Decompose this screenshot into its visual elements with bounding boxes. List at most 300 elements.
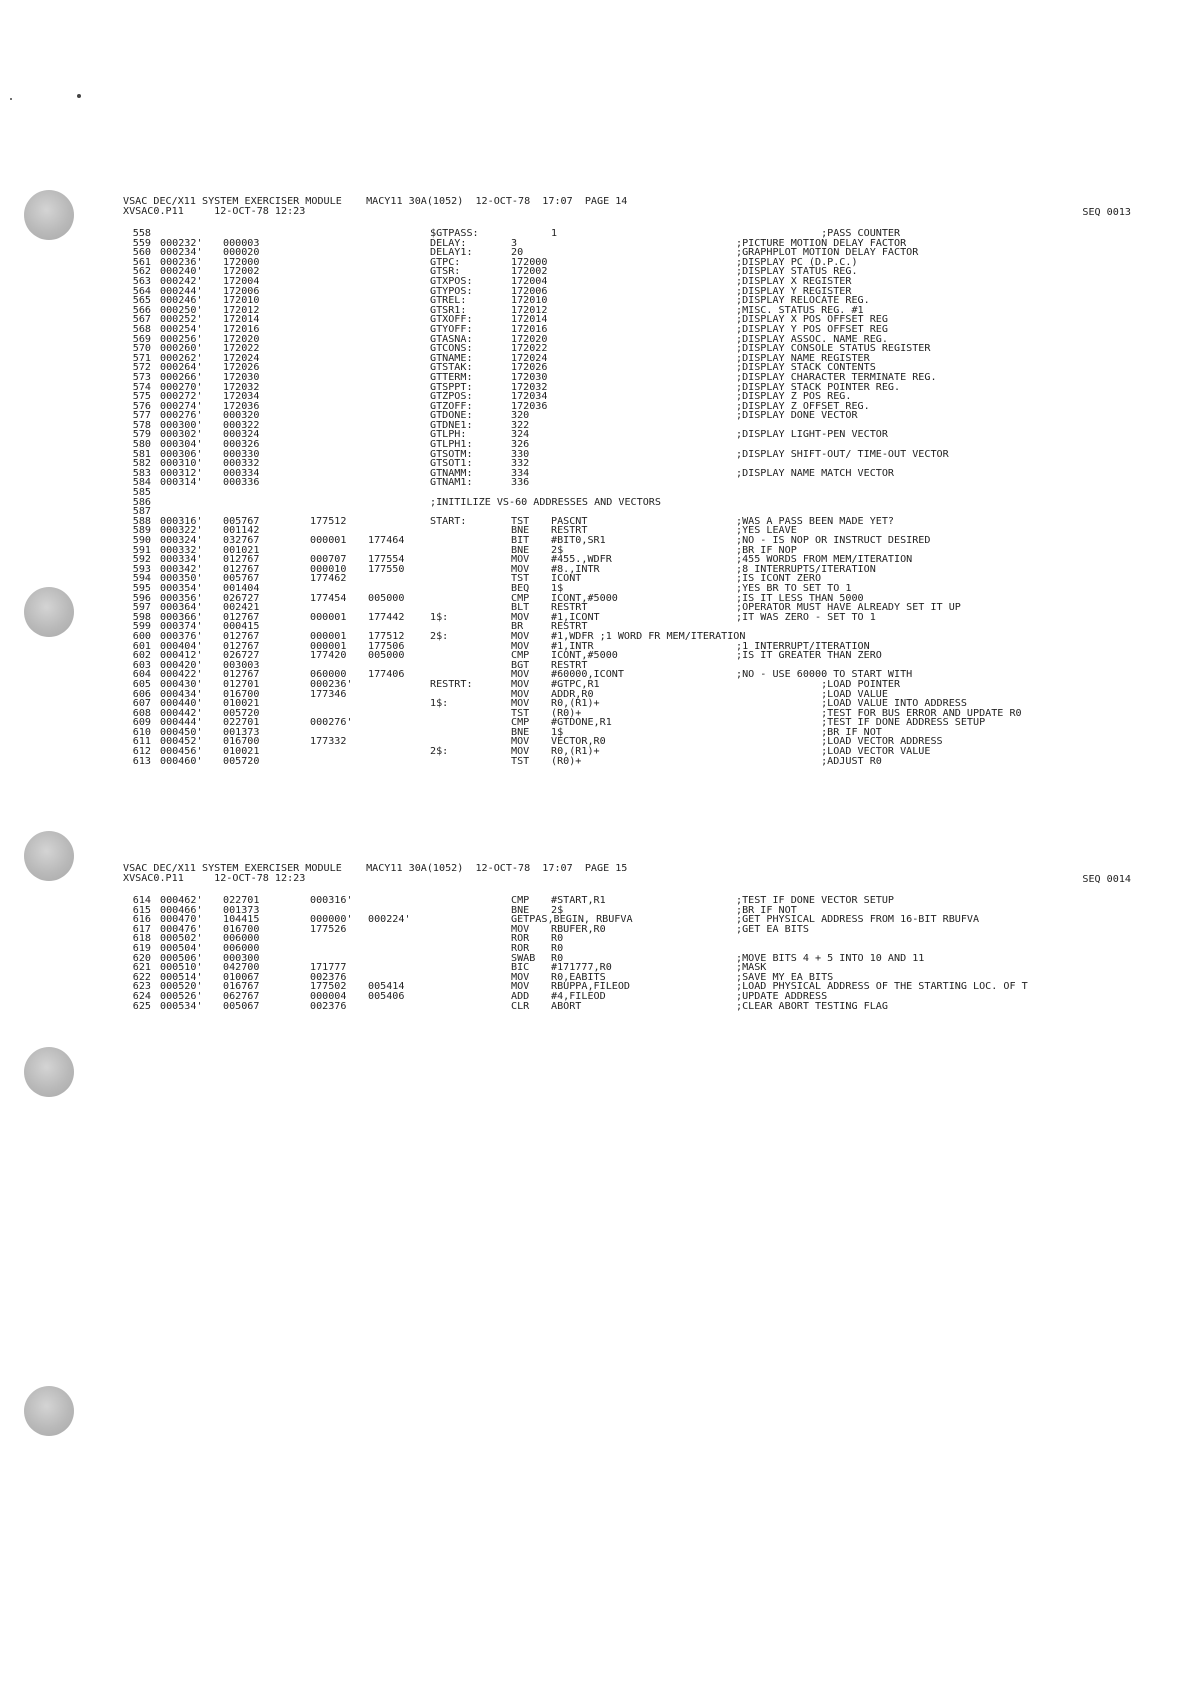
location-address: 000260' (160, 343, 203, 355)
opcode-field: CLR (511, 1000, 530, 1012)
comment-field: ;LOAD POINTER (736, 678, 901, 690)
operand-field: 1 (551, 228, 558, 239)
code-word-3: 177442 (368, 611, 405, 623)
line-number: 558 (132, 228, 151, 239)
code-word-2: 000001 (310, 535, 347, 546)
operand-field: RESTRT (551, 602, 588, 614)
listing-line (123, 690, 1123, 700)
line-number: 615 (132, 904, 151, 916)
line-number: 578 (132, 419, 151, 431)
line-number: 569 (132, 333, 151, 345)
comment-field: ;DISPLAY PC (D.P.C.) (736, 256, 858, 268)
label-field: GTNAM1: (430, 477, 473, 489)
listing-line (123, 555, 1123, 565)
listing-rows (123, 229, 1123, 766)
location-address: 000470' (160, 914, 203, 926)
code-word-2: 000316' (310, 895, 353, 906)
listing-line (123, 565, 1123, 575)
line-number: 576 (132, 400, 151, 412)
code-word-1: 012767 (223, 640, 260, 652)
listing-line (123, 925, 1123, 935)
comment-field: ;DISPLAY NAME REGISTER (736, 352, 870, 364)
label-field: GTLPH1: (430, 439, 473, 451)
opcode-field: MOV (511, 630, 530, 642)
location-address: 000450' (160, 726, 203, 738)
listing-line (123, 277, 1123, 287)
seq-number: SEQ 0014 (1082, 874, 1131, 885)
line-number: 595 (132, 582, 151, 594)
code-word-1: 172006 (223, 285, 260, 297)
listing-line (123, 229, 1123, 239)
comment-field: ;MASK (736, 962, 767, 974)
location-address: 000506' (160, 952, 203, 964)
opcode-field: 172012 (511, 304, 548, 316)
code-word-3: 177554 (368, 554, 405, 566)
code-word-1: 006000 (223, 942, 260, 954)
operand-field: #8.,INTR (551, 563, 600, 575)
location-address: 000332' (160, 544, 203, 556)
line-number: 574 (132, 381, 151, 393)
line-number: 590 (132, 535, 151, 546)
location-address: 000322' (160, 525, 203, 537)
opcode-field: 320 (511, 410, 530, 422)
line-number: 604 (132, 669, 151, 681)
code-word-1: 172034 (223, 391, 260, 403)
opcode-field: 322 (511, 419, 530, 431)
listing-line (123, 670, 1123, 680)
code-word-1: 172000 (223, 256, 260, 268)
opcode-field: CMP (511, 592, 530, 604)
location-address: 000262' (160, 352, 203, 364)
location-address: 000452' (160, 736, 203, 748)
label-field: GTNAMM: (430, 467, 473, 479)
location-address: 000266' (160, 371, 203, 383)
opcode-field: 172026 (511, 362, 548, 374)
line-number: 602 (132, 650, 151, 662)
line-number: 610 (132, 726, 151, 738)
location-address: 000526' (160, 990, 203, 1002)
line-number: 598 (132, 611, 151, 623)
listing-line (123, 315, 1123, 325)
location-address: 000476' (160, 923, 203, 935)
line-number: 582 (132, 458, 151, 470)
operand-field: RBUPPA,FILEOD (551, 981, 631, 993)
comment-field: ;LOAD PHYSICAL ADDRESS OF THE STARTING LOC. OF T (736, 981, 1028, 993)
label-field: START: (430, 515, 467, 527)
code-word-1: 012767 (223, 563, 260, 575)
code-word-1: 001373 (223, 904, 260, 916)
line-number: 618 (132, 933, 151, 945)
operand-field: #171777,R0 (551, 962, 612, 974)
code-word-1: 000336 (223, 477, 260, 489)
code-word-1: 003003 (223, 659, 260, 671)
line-number: 575 (132, 391, 151, 403)
operand-field: #BIT0,SR1 (551, 535, 606, 546)
comment-field: ;IT WAS ZERO - SET TO 1 (736, 611, 876, 623)
operand-field: #1,ICONT (551, 611, 600, 623)
label-field: GTSOT1: (430, 458, 473, 470)
operand-field: R0 (551, 952, 564, 964)
code-word-1: 172016 (223, 323, 260, 335)
line-number: 611 (132, 736, 151, 748)
opcode-field: CMP (511, 650, 530, 662)
line-number: 607 (132, 698, 151, 710)
header-file: XVSAC0.P11 12-OCT-78 12:23 (123, 873, 306, 884)
code-word-1: 001021 (223, 544, 260, 556)
line-number: 581 (132, 448, 151, 460)
listing-line (123, 411, 1123, 421)
comment-field: ;LOAD VALUE INTO ADDRESS (736, 698, 967, 710)
comment-field: ;PICTURE MOTION DELAY FACTOR (736, 237, 907, 249)
binder-hole-5 (24, 1386, 74, 1436)
code-word-1: 172024 (223, 352, 260, 364)
opcode-field: MOV (511, 640, 530, 652)
code-word-1: 172036 (223, 400, 260, 412)
comment-field: ;GRAPHPLOT MOTION DELAY FACTOR (736, 247, 919, 259)
listing-line (123, 363, 1123, 373)
operand-field: #60000,ICONT (551, 669, 624, 681)
opcode-field: MOV (511, 746, 530, 758)
line-number: 579 (132, 429, 151, 441)
code-word-2: 000276' (310, 717, 353, 729)
operand-field: 1$ (551, 726, 564, 738)
comment-field: ;GET EA BITS (736, 923, 809, 935)
operand-field: PASCNT (551, 515, 588, 527)
listing-line (123, 944, 1123, 954)
opcode-field: 20 (511, 247, 524, 259)
page-header (123, 196, 1131, 219)
opcode-field: 172016 (511, 323, 548, 335)
code-word-1: 032767 (223, 535, 260, 546)
comment-field: ;IS ICONT ZERO (736, 573, 822, 585)
line-number: 562 (132, 266, 151, 278)
listing-line (123, 642, 1123, 652)
listing-page-15 (123, 863, 1131, 1012)
code-word-2: 000001 (310, 611, 347, 623)
operand-field: #1,WDFR ;1 WORD FR MEM/ITERATION (551, 630, 746, 642)
operand-field: #GTDONE,R1 (551, 717, 612, 729)
opcode-field: MOV (511, 554, 530, 566)
location-address: 000232' (160, 237, 203, 249)
label-field: GTDNE1: (430, 419, 473, 431)
line-number: 613 (132, 755, 151, 767)
comment-field: ;DISPLAY STACK CONTENTS (736, 362, 876, 374)
code-word-1: 172012 (223, 304, 260, 316)
opcode-field: TST (511, 707, 530, 719)
code-word-2: 000001 (310, 630, 347, 642)
code-word-1: 172022 (223, 343, 260, 355)
line-number: 565 (132, 295, 151, 307)
label-field: DELAY1: (430, 247, 473, 259)
listing-line (123, 239, 1123, 249)
opcode-field: BLT (511, 602, 530, 614)
opcode-field: BR (511, 621, 524, 633)
header-title: VSAC DEC/X11 SYSTEM EXERCISER MODULE MACY11 30A(1052) 12-OCT-78 17:07 PAGE 15 (123, 863, 628, 874)
label-field: GTNAME: (430, 352, 473, 364)
opcode-field: 172022 (511, 343, 548, 355)
location-address: 000412' (160, 650, 203, 662)
header-title: VSAC DEC/X11 SYSTEM EXERCISER MODULE MACY11 30A(1052) 12-OCT-78 17:07 PAGE 14 (123, 196, 628, 207)
listing-line (123, 354, 1123, 364)
listing-line (123, 459, 1123, 469)
line-number: 572 (132, 362, 151, 374)
opcode-field: MOV (511, 678, 530, 690)
line-number: 601 (132, 640, 151, 652)
comment-field: ;DISPLAY NAME MATCH VECTOR (736, 467, 895, 479)
opcode-field: 172014 (511, 314, 548, 326)
line-number: 603 (132, 659, 151, 671)
opcode-field: MOV (511, 698, 530, 710)
listing-line (123, 325, 1123, 335)
comment-field: ;PASS COUNTER (736, 228, 901, 239)
opcode-field: MOV (511, 971, 530, 983)
location-address: 000244' (160, 285, 203, 297)
code-word-1: 005767 (223, 515, 260, 527)
comment-field: ;ADJUST R0 (736, 755, 882, 767)
comment-field: ;8 INTERRUPTS/ITERATION (736, 563, 876, 575)
code-word-1: 010021 (223, 746, 260, 758)
label-field: GTSR: (430, 266, 461, 278)
code-word-2: 000001 (310, 640, 347, 652)
listing-line (123, 737, 1123, 747)
line-number: 614 (132, 895, 151, 906)
operand-field: RBUFER,R0 (551, 923, 606, 935)
operand-field: RESTRT (551, 621, 588, 633)
listing-line (123, 392, 1123, 402)
line-number: 560 (132, 247, 151, 259)
opcode-field: 330 (511, 448, 530, 460)
line-number: 577 (132, 410, 151, 422)
code-word-1: 005067 (223, 1000, 260, 1012)
code-word-1: 026727 (223, 650, 260, 662)
opcode-field: 336 (511, 477, 530, 489)
location-address: 000356' (160, 592, 203, 604)
listing-line (123, 757, 1123, 767)
opcode-field: MOV (511, 923, 530, 935)
comment-field: ;CLEAR ABORT TESTING FLAG (736, 1000, 888, 1012)
code-word-3: 177550 (368, 563, 405, 575)
location-address: 000324' (160, 535, 203, 546)
location-address: 000456' (160, 746, 203, 758)
operand-field: ICONT (551, 573, 582, 585)
comment-field: ;LOAD VECTOR VALUE (736, 746, 931, 758)
code-word-3: 000224' (368, 914, 411, 926)
code-word-3: 177464 (368, 535, 405, 546)
listing-line (123, 478, 1123, 488)
line-number: 593 (132, 563, 151, 575)
listing-line (123, 373, 1123, 383)
location-address: 000276' (160, 410, 203, 422)
code-word-1: 172026 (223, 362, 260, 374)
code-word-1: 005720 (223, 755, 260, 767)
opcode-field: 334 (511, 467, 530, 479)
label-field: 1$: (430, 611, 449, 623)
opcode-field: CMP (511, 717, 530, 729)
code-word-2: 177512 (310, 515, 347, 527)
location-address: 000422' (160, 669, 203, 681)
label-field: GTXPOS: (430, 275, 473, 287)
opcode-field: 3 (511, 237, 518, 249)
line-number: 621 (132, 962, 151, 974)
code-word-2: 000000' (310, 914, 353, 926)
listing-line (123, 526, 1123, 536)
code-word-2: 177332 (310, 736, 347, 748)
opcode-field: 172000 (511, 256, 548, 268)
operand-field: ICONT,#5000 (551, 650, 618, 662)
label-field: 2$: (430, 746, 449, 758)
location-address: 000342' (160, 563, 203, 575)
operand-field: VECTOR,R0 (551, 736, 606, 748)
listing-line (123, 680, 1123, 690)
comment-field: ;DISPLAY CHARACTER TERMINATE REG. (736, 371, 937, 383)
comment-field: ;LOAD VECTOR ADDRESS (736, 736, 943, 748)
opcode-field: TST (511, 755, 530, 767)
label-field: GTASNA: (430, 333, 473, 345)
code-word-1: 000326 (223, 439, 260, 451)
line-number: 619 (132, 942, 151, 954)
location-address: 000534' (160, 1000, 203, 1012)
code-word-2: 002376 (310, 971, 347, 983)
operand-field: 2$ (551, 544, 564, 556)
line-number: 585 (132, 487, 151, 499)
location-address: 000334' (160, 554, 203, 566)
comment-field: ;DISPLAY STATUS REG. (736, 266, 858, 278)
code-word-1: 042700 (223, 962, 260, 974)
code-word-1: 010067 (223, 971, 260, 983)
code-word-2: 000236' (310, 678, 353, 690)
listing-line (123, 267, 1123, 277)
code-word-2: 060000 (310, 669, 347, 681)
listing-line (123, 450, 1123, 460)
comment-field: ;TEST IF DONE ADDRESS SETUP (736, 717, 986, 729)
code-word-1: 022701 (223, 895, 260, 906)
operand-field: RESTRT (551, 525, 588, 537)
opcode-field: 326 (511, 439, 530, 451)
opcode-field: 172030 (511, 371, 548, 383)
location-address: 000242' (160, 275, 203, 287)
code-word-1: 022701 (223, 717, 260, 729)
location-address: 000304' (160, 439, 203, 451)
code-word-2: 177346 (310, 688, 347, 700)
code-word-1: 012767 (223, 669, 260, 681)
code-word-1: 104415 (223, 914, 260, 926)
binder-hole-1 (24, 190, 74, 240)
location-address: 000270' (160, 381, 203, 393)
code-word-1: 005767 (223, 573, 260, 585)
line-number: 616 (132, 914, 151, 926)
listing-line (123, 402, 1123, 412)
code-word-1: 000320 (223, 410, 260, 422)
location-address: 000256' (160, 333, 203, 345)
line-number: 608 (132, 707, 151, 719)
opcode-field: 172032 (511, 381, 548, 393)
location-address: 000246' (160, 295, 203, 307)
code-word-1: 016767 (223, 981, 260, 993)
line-number: 584 (132, 477, 151, 489)
opcode-field: BIT (511, 535, 530, 546)
location-address: 000442' (160, 707, 203, 719)
binder-hole-2 (24, 587, 74, 637)
opcode-field: 172010 (511, 295, 548, 307)
line-number: 612 (132, 746, 151, 758)
comment-field: ;BR IF NOP (736, 544, 797, 556)
location-address: 000254' (160, 323, 203, 335)
operand-field: 1$ (551, 582, 564, 594)
code-word-1: 001142 (223, 525, 260, 537)
line-number: 563 (132, 275, 151, 287)
code-word-2: 000707 (310, 554, 347, 566)
code-word-1: 172030 (223, 371, 260, 383)
operand-field: R0 (551, 942, 564, 954)
label-field: GTSOTM: (430, 448, 473, 460)
listing-line (123, 306, 1123, 316)
code-word-1: 000003 (223, 237, 260, 249)
location-address: 000250' (160, 304, 203, 316)
line-number: 597 (132, 602, 151, 614)
line-number: 570 (132, 343, 151, 355)
operand-field: #455.,WDFR (551, 554, 612, 566)
code-word-3: 177506 (368, 640, 405, 652)
comment-field: ;MOVE BITS 4 + 5 INTO 10 AND 11 (736, 952, 925, 964)
label-field: 1$: (430, 698, 449, 710)
location-address: 000366' (160, 611, 203, 623)
code-word-1: 172020 (223, 333, 260, 345)
scan-speck (77, 94, 81, 98)
listing-line (123, 896, 1123, 906)
code-word-2: 177462 (310, 573, 347, 585)
code-word-1: 172002 (223, 266, 260, 278)
opcode-field: BNE (511, 525, 530, 537)
opcode-field: MOV (511, 611, 530, 623)
code-word-1: 000300 (223, 952, 260, 964)
line-number: 587 (132, 506, 151, 518)
opcode-field: BEQ (511, 582, 530, 594)
label-field: GTYOFF: (430, 323, 473, 335)
label-field: GTYPOS: (430, 285, 473, 297)
code-word-3: 005000 (368, 592, 405, 604)
comment-field: ;MISC. STATUS REG. #1 (736, 304, 864, 316)
line-number: 617 (132, 923, 151, 935)
code-word-2: 177526 (310, 923, 347, 935)
location-address: 000354' (160, 582, 203, 594)
comment-field: ;NO - IS NOP OR INSTRUCT DESIRED (736, 535, 931, 546)
comment-field: ;1 INTERRUPT/ITERATION (736, 640, 870, 652)
location-address: 000444' (160, 717, 203, 729)
listing-line (123, 594, 1123, 604)
code-word-1: 172032 (223, 381, 260, 393)
line-number: 625 (132, 1000, 151, 1012)
opcode-field: MOV (511, 563, 530, 575)
label-field: GTPC: (430, 256, 461, 268)
comment-field: ;455 WORDS FROM MEM/ITERATION (736, 554, 913, 566)
code-word-1: 172014 (223, 314, 260, 326)
listing-line (123, 632, 1123, 642)
line-number: 586 (132, 496, 151, 508)
comment-field: ;LOAD VALUE (736, 688, 888, 700)
code-word-1: 172010 (223, 295, 260, 307)
opcode-field: 172024 (511, 352, 548, 364)
listing-line (123, 421, 1123, 431)
comment-field: ;DISPLAY LIGHT-PEN VECTOR (736, 429, 888, 441)
label-field: GTREL: (430, 295, 467, 307)
code-word-1: 012767 (223, 554, 260, 566)
line-number: 606 (132, 688, 151, 700)
listing-line (123, 536, 1123, 546)
operand-field: R0,EABITS (551, 971, 606, 983)
code-word-2: 000010 (310, 563, 347, 575)
comment-field: ;YES BR TO SET TO 1 (736, 582, 852, 594)
listing-line (123, 430, 1123, 440)
